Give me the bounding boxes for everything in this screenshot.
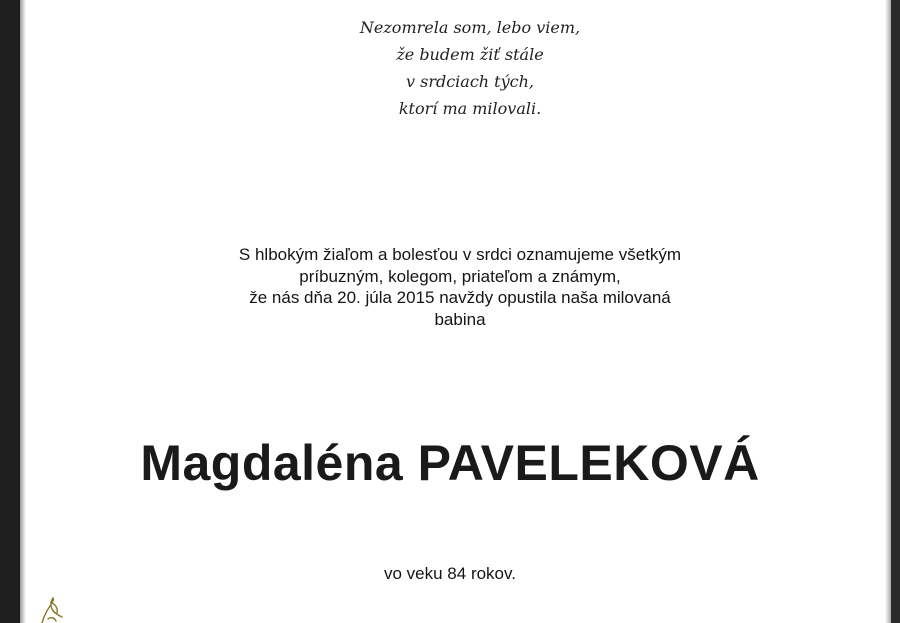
deceased-name: Magdaléna PAVELEKOVÁ (140, 435, 760, 491)
announcement-line: S hlbokým žiaľom a bolesťou v srdci oznamujeme všetkým (238, 245, 682, 264)
page-border-left (0, 0, 20, 623)
page-border-right (891, 0, 900, 623)
ornament-icon (38, 597, 68, 623)
announcement-line: babina (434, 309, 486, 329)
death-announcement (140, 244, 780, 330)
poem-line: ktorí ma milovali. (398, 99, 542, 118)
page-border-left-shadow (20, 0, 26, 623)
age-text: vo veku 84 rokov. (384, 564, 516, 583)
poem-line: v srdciach tých, (405, 72, 534, 91)
poem-line: že budem žiť stále (396, 45, 544, 64)
poem-line: Nezomrela som, lebo viem, (359, 18, 581, 37)
memorial-poem (300, 14, 640, 122)
announcement-line: príbuzným, kolegom, priateľom a známym, (299, 266, 621, 286)
announcement-line: že nás dňa 20. júla 2015 navždy opustila naša milovaná (249, 288, 671, 307)
